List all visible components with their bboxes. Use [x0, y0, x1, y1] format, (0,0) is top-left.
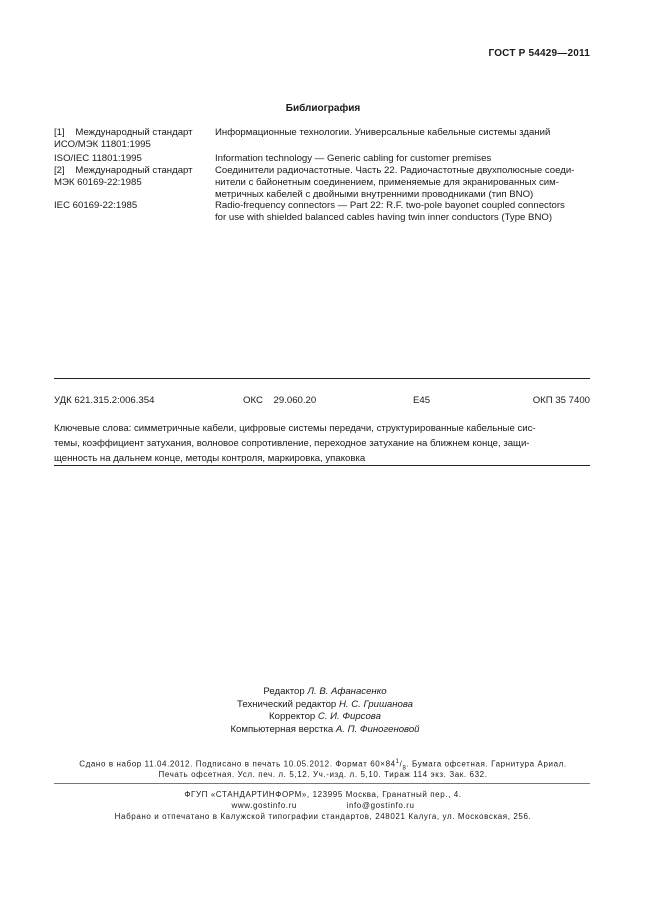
- entry-code-en: IEC 60169-22:1985: [54, 200, 138, 211]
- bibliography-entry: [54, 165, 193, 177]
- entry-title-ru-line: нители с байонетным соединением, применяемые для экранированных сим-: [215, 177, 559, 188]
- credit-name: С. И. Фирсова: [317, 711, 381, 722]
- entry-org: Международный стандарт: [75, 165, 193, 176]
- entry-number: [1]: [54, 127, 65, 138]
- publisher-site: www.gostinfo.ru: [231, 801, 297, 810]
- entry-code: МЭК 60169-22:1985: [54, 177, 142, 188]
- bibliography-entry: [54, 127, 193, 139]
- entry-title-ru: Информационные технологии. Универсальные кабельные системы зданий: [215, 127, 551, 138]
- credit-role: Компьютерная верстка: [230, 723, 334, 735]
- credits: [200, 686, 450, 736]
- entry-code: ИСО/МЭК 11801:1995: [54, 139, 151, 150]
- print-info-text: Сдано в набор 11.04.2012. Подписано в печать 10.05.2012. Формат 60×84: [79, 759, 396, 769]
- credit-line: [200, 686, 450, 699]
- keywords-line: темы, коэффициент затухания, волновое сопротивление, переходное затухание на ближнем конце, защи-: [54, 438, 530, 449]
- entry-title-en-line: Radio-frequency connectors — Part 22: R.F. two-pole bayonet coupled connectors: [215, 200, 565, 211]
- printing-house: Набрано и отпечатано в Калужской типографии стандартов, 248021 Калуга, ул. Московская, 256.: [114, 812, 532, 821]
- credit-line: [200, 699, 450, 712]
- credit-role: Технический редактор: [237, 698, 337, 710]
- credit-line: [200, 724, 450, 737]
- standard-number: ГОСТ Р 54429—2011: [488, 48, 590, 59]
- divider-bottom: [54, 465, 590, 466]
- udk-code: УДК 621.315.2:006.354: [54, 395, 155, 406]
- print-info-line: Сдано в набор 11.04.2012. Подписано в печать 10.05.2012. Формат $60\times 84^1/_8$. Бумага офсетная. Гарнитура Ариал.: [79, 759, 567, 772]
- format-sub: 8: [402, 765, 407, 772]
- publisher-address: ФГУП «СТАНДАРТИНФОРМ», 123995 Москва, Гранатный пер., 4.: [184, 790, 462, 799]
- format-sup: 1: [395, 759, 400, 765]
- oks-label: ОКС: [243, 395, 263, 406]
- entry-title-ru-line: метричных кабелей с двойными внутренними проводниками (тип BNO): [215, 189, 534, 200]
- entry-code-en: ISO/IEC 11801:1995: [54, 153, 142, 164]
- print-info-text: . Бумага офсетная. Гарнитура Ариал.: [406, 759, 567, 769]
- oks-code: [243, 395, 316, 407]
- publisher-email: info@gostinfo.ru: [346, 801, 415, 810]
- entry-org: Международный стандарт: [75, 127, 193, 138]
- credit-role: Редактор: [263, 686, 305, 697]
- keywords: [54, 421, 590, 466]
- oks-value: 29.060.20: [273, 395, 317, 406]
- divider-publisher: [54, 783, 590, 784]
- credit-name: Л. В. Афанасенко: [307, 686, 387, 697]
- bibliography-title: Библиография: [285, 103, 361, 114]
- keywords-line: Ключевые слова: симметричные кабели, цифровые системы передачи, структурированные кабельные сис-: [54, 423, 536, 434]
- credit-name: Н. С. Гришанова: [338, 698, 413, 710]
- entry-title-en-line: for use with shielded balanced cables having twin inner conductors (Type BNO): [215, 212, 553, 223]
- credit-line: [200, 711, 450, 724]
- entry-number: [2]: [54, 165, 65, 176]
- entry-title-ru-line: Соединители радиочастотные. Часть 22. Радиочастотные двухполюсные соеди-: [215, 165, 575, 176]
- okp-code: ОКП 35 7400: [532, 395, 590, 406]
- e-code: E45: [413, 395, 431, 406]
- credit-name: А. П. Финогеновой: [335, 723, 420, 735]
- divider-top: [54, 378, 590, 379]
- credit-role: Корректор: [269, 711, 316, 722]
- keywords-line: щенность на дальнем конце, методы контроля, маркировка, упаковка: [54, 453, 366, 464]
- entry-title-en: Information technology — Generic cabling for customer premises: [215, 153, 492, 164]
- print-info-line: Печать офсетная. Усл. печ. л. 5,12. Уч.-изд. л. 5,10. Тираж 114 экз. Зак. 632.: [158, 770, 488, 779]
- publisher-contacts: [30, 800, 616, 811]
